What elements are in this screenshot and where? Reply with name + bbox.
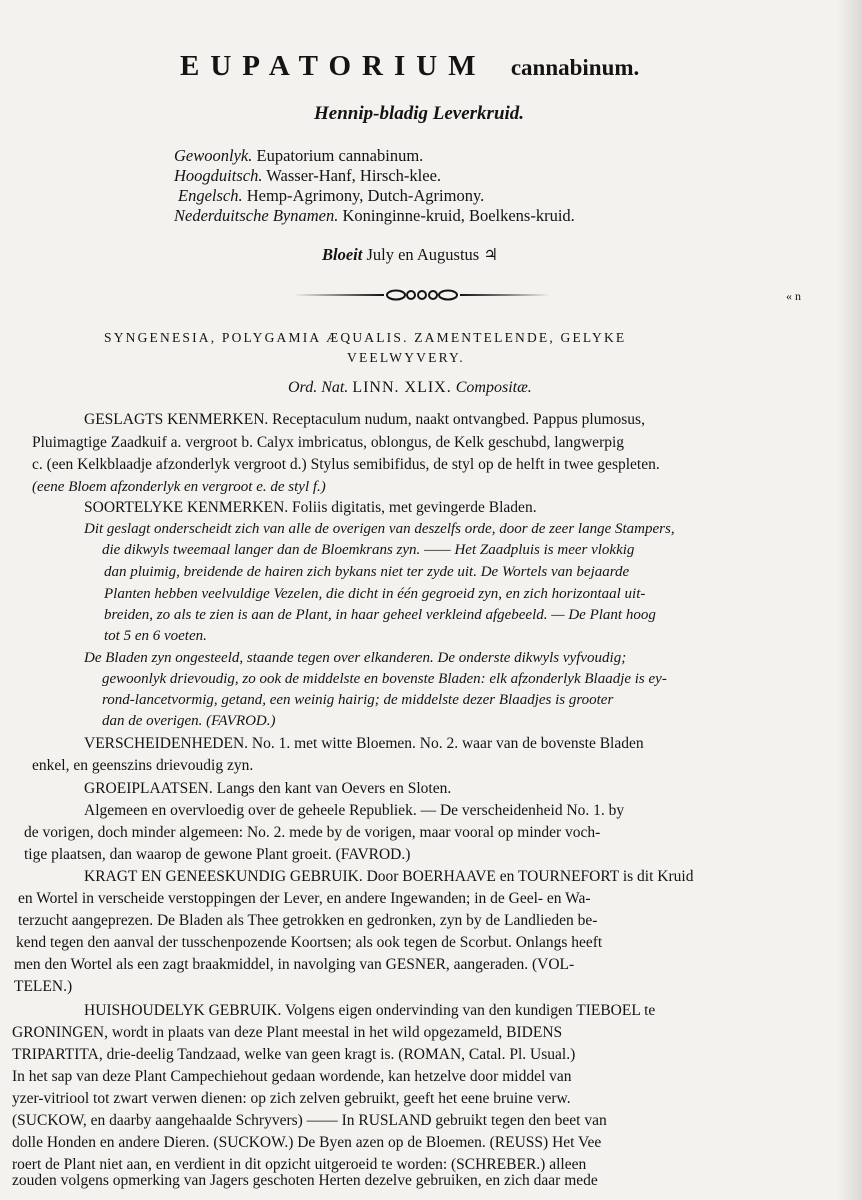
text-line: roert de Plant niet aan, en verdient in dit opzicht uitgeroeid te worden: (SCHREBER.) alleen — [12, 1156, 587, 1173]
natural-order — [288, 379, 532, 397]
synonym-line — [178, 186, 484, 206]
ornament-divider — [292, 286, 552, 304]
text-line: dolle Honden en andere Dieren. (SUCKOW.) De Byen azen op de Bloemen. (REUSS) Het Vee — [12, 1134, 602, 1151]
page-edge-shadow — [836, 0, 862, 1200]
text-line: In het sap van deze Plant Campechiehout gedaan wordende, kan hetzelve door middel van — [12, 1068, 572, 1085]
synonym-line — [174, 146, 423, 166]
text-line: De Bladen zyn ongesteeld, staande tegen over elkanderen. De onderste dikwyls vyfvoudig; — [84, 650, 627, 666]
synonym-label: Hoogduitsch. — [174, 166, 263, 185]
text-line: Planten hebben veelvuldige Vezelen, die dicht in één gegroeid zyn, en zich horizontaal uit- — [104, 586, 646, 602]
text-line: gewoonlyk drievoudig, zo ook de middelste en bovenste Bladen: elk afzonderlyk Blaadje is ey- — [102, 671, 667, 687]
ord-nat-value: Compositæ. — [455, 379, 532, 396]
synonym-line — [174, 206, 575, 226]
text-line: GESLAGTS KENMERKEN. Receptaculum nudum, naakt ontvangbed. Pappus plumosus, — [84, 411, 645, 428]
page-title — [180, 50, 639, 83]
perennial-symbol: ♃ — [483, 245, 499, 264]
text-line: dan pluimig, breidende de hairen zich bykans niet ter zyde uit. De Wortels van bejaarde — [104, 564, 630, 580]
ord-nat-label: Ord. Nat. — [288, 379, 349, 396]
text-line: dan de overigen. (FAVROD.) — [102, 713, 276, 729]
text-line: VERSCHEIDENHEDEN. No. 1. met witte Bloemen. No. 2. waar van de bovenste Bladen — [84, 735, 644, 752]
text-line: enkel, en geenszins drievoudig zyn. — [32, 757, 254, 774]
text-line: HUISHOUDELYK GEBRUIK. Volgens eigen ondervinding van den kundigen TIEBOEL te — [84, 1002, 656, 1019]
species-name: cannabinum. — [510, 55, 640, 80]
text-line: c. (een Kelkblaadje afzonderlyk vergroot d.) Stylus semibifidus, de styl op de helft in twee gespleten. — [32, 456, 660, 473]
text-line: yzer-vitriool tot zwart verwen dienen: op zich zelven gebruikt, geeft het eene bruine verw. — [12, 1090, 571, 1107]
synonym-value: Koninginne-kruid, Boelkens-kruid. — [342, 206, 575, 225]
text-line: terzucht aangeprezen. De Bladen als Thee getrokken en gedronken, zyn by de Landlieden be- — [18, 912, 598, 929]
text-line: zouden volgens opmerking van Jagers geschoten Herten dezelve gebruiken, en zich daar mede — [12, 1172, 598, 1189]
synonym-line — [174, 166, 441, 186]
text-line: (eene Bloem afzonderlyk en vergroot e. de styl f.) — [32, 479, 326, 495]
text-line: de vorigen, doch minder algemeen: No. 2. mede by de vorigen, maar vooral op minder voch- — [24, 824, 601, 841]
text-line: men den Wortel als een zagt braakmiddel, in navolging van GESNER, aangeraden. (VOL- — [14, 956, 575, 973]
text-line: en Wortel in verscheide verstoppingen der Lever, en andere Ingewanden; in de Geel- en Wa- — [18, 890, 591, 907]
dutch-name: Hennip-bladig Leverkruid. — [314, 103, 525, 124]
genus-name: EUPATORIUM — [180, 50, 487, 82]
text-line: GROEIPLAATSEN. Langs den kant van Oevers en Sloten. — [84, 780, 452, 797]
ord-nat-linn: LINN. XLIX. — [352, 379, 452, 396]
text-line: SOORTELYKE KENMERKEN. Foliis digitatis, met gevingerde Bladen. — [84, 499, 537, 516]
text-line: die dikwyls tweemaal langer dan de Bloemkrans zyn. —— Het Zaadpluis is meer vlokkig — [102, 542, 635, 558]
flowering-label: Bloeit — [322, 245, 363, 264]
synonym-value: Wasser-Hanf, Hirsch-klee. — [266, 166, 442, 185]
text-line: GRONINGEN, wordt in plaats van deze Plant meestal in het wild opgezameld, BIDENS — [12, 1024, 563, 1041]
synonym-value: Eupatorium cannabinum. — [256, 146, 424, 165]
classification-line: VEELWYVERY. — [347, 350, 465, 365]
flowering-line — [322, 245, 498, 265]
text-line: kend tegen den aanval der tusschenpozende Koortsen; als ook tegen de Scorbut. Onlangs heeft — [16, 934, 603, 951]
text-line: tige plaatsen, dan waarop de gewone Plant groeit. (FAVROD.) — [24, 846, 411, 863]
text-line: (SUCKOW, en daarby aangehaalde Schryvers) —— In RUSLAND gebruikt tegen den beet van — [12, 1112, 607, 1129]
classification-line: SYNGENESIA, POLYGAMIA ÆQUALIS. ZAMENTELENDE, GELYKE — [104, 330, 627, 345]
text-line: Pluimagtige Zaadkuif a. vergroot b. Calyx imbricatus, oblongus, de Kelk geschubd, langwerpig — [32, 434, 625, 451]
text-line: TRIPARTITA, drie-deelig Tandzaad, welke van geen kragt is. (ROMAN, Catal. Pl. Usual.) — [12, 1046, 576, 1063]
text-line: Dit geslagt onderscheidt zich van alle de overigen van deszelfs orde, door de zeer lange Stampers, — [84, 521, 675, 537]
text-line: tot 5 en 6 voeten. — [104, 628, 207, 644]
text-line: breiden, zo als te zien is aan de Plant, in haar geheel verkleind afgebeeld. — De Plant hoog — [104, 607, 656, 623]
page-mark: « n — [786, 289, 801, 303]
synonym-label: Gewoonlyk. — [174, 146, 253, 165]
text-line: TELEN.) — [14, 978, 73, 995]
flowering-months: July en Augustus — [366, 245, 480, 264]
text-line: KRAGT EN GENEESKUNDIG GEBRUIK. Door BOERHAAVE en TOURNEFORT is dit Kruid — [84, 868, 694, 885]
synonym-label: Nederduitsche Bynamen. — [174, 206, 339, 225]
text-line: rond-lancetvormig, getand, een weinig hairig; de middelste dezer Blaadjes is grooter — [102, 692, 614, 708]
text-line: Algemeen en overvloedig over de geheele Republiek. — De verscheidenheid No. 1. by — [84, 802, 625, 819]
synonym-label: Engelsch. — [178, 186, 243, 205]
synonym-value: Hemp-Agrimony, Dutch-Agrimony. — [246, 186, 485, 205]
